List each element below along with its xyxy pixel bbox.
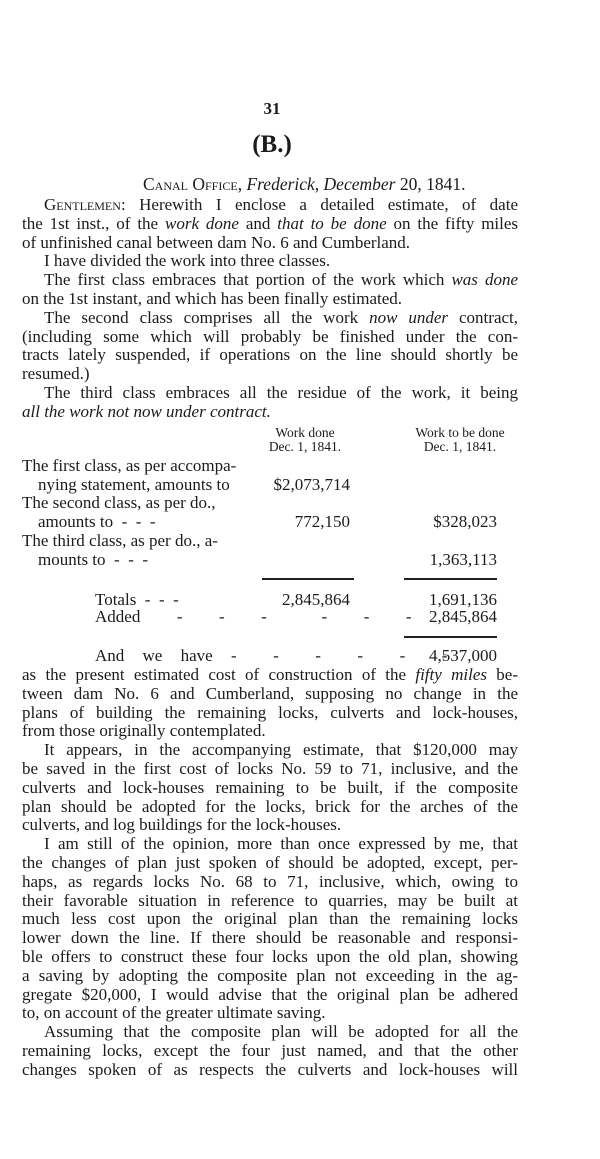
text-line <box>22 1004 518 1023</box>
row-todo-value: 1,363,113 <box>429 550 497 569</box>
dateline-month: December <box>323 174 396 194</box>
added-value: 2,845,864 <box>429 607 497 626</box>
text-run: from those originally contemplated. <box>22 721 266 741</box>
text-line <box>22 1023 518 1042</box>
row-label: The third class, as per do., a- <box>22 531 218 550</box>
text-line <box>22 967 518 986</box>
col-header-line: Dec. 1, 1841. <box>423 439 497 454</box>
text-run: to, on account of the greater ultimate saving. <box>22 1003 326 1023</box>
grand-total-value: 4,537,000 <box>429 646 497 665</box>
col-header-work-done <box>255 426 355 454</box>
text-run: It appears, in the accompanying estimate, that $120,000 may <box>44 740 518 760</box>
text-line <box>22 290 518 309</box>
text-line <box>22 1061 518 1080</box>
text-run: resumed.) <box>22 364 90 384</box>
row-label: The second class, as per do., <box>22 493 216 512</box>
row-label: mounts to - - - <box>38 550 149 569</box>
letter-opening <box>22 196 518 422</box>
text-run: I am still of the opinion, more than once expressed by me, that <box>44 834 518 854</box>
totals-done: 2,845,864 <box>282 590 350 609</box>
text-run: the 1st inst., of the <box>22 213 165 233</box>
text-run: contract, <box>448 307 519 327</box>
text-run: : Herewith I enclose a detailed estimate, of date <box>120 195 518 214</box>
text-run: The first class embraces that portion of the work which <box>44 270 452 290</box>
text-run: plans of building the remaining locks, culverts and lock-houses, <box>22 702 518 722</box>
text-run: a saving by adopting the composite plan not exceeding in the ag- <box>22 965 518 985</box>
grand-total-label: And we have - - - - - - <box>95 646 448 665</box>
text-line <box>22 196 518 215</box>
text-run: Gentlemen <box>44 195 121 214</box>
text-run: The second class comprises all the work <box>44 307 370 327</box>
text-run: plan should be adopted for the locks, brick for the arches of the <box>22 796 518 816</box>
text-run: lower down the line. If there should be reasonable and responsi- <box>22 928 518 948</box>
text-run: be saved in the first cost of locks No. 59 to 71, inclusive, and the <box>22 758 518 778</box>
italic-text: all the work not now under contract. <box>22 401 271 421</box>
text-line <box>22 816 518 835</box>
sum-rule <box>404 578 497 580</box>
text-run: of unfinished canal between dam No. 6 and Cumberland. <box>22 232 411 252</box>
row-label: nying statement, amounts to <box>38 475 230 494</box>
text-line <box>22 873 518 892</box>
text-line <box>22 234 518 253</box>
col-header-line: Work done <box>275 425 335 440</box>
text-line <box>22 328 518 347</box>
text-line <box>22 760 518 779</box>
text-run: the changes of plan just spoken of should be adopted, except, per- <box>22 852 518 872</box>
text-run: be- <box>486 665 518 684</box>
text-line <box>22 1042 518 1061</box>
text-run: much less cost upon the original plan than the remaining locks <box>22 909 518 929</box>
text-line <box>22 309 518 328</box>
text-line <box>22 910 518 929</box>
text-run: remaining locks, except the four just named, and that the other <box>22 1040 518 1060</box>
text-line <box>22 854 518 873</box>
col-header-work-to-be-done <box>400 426 520 454</box>
text-run: Assuming that the composite plan will be adopted for all the <box>44 1022 518 1042</box>
text-line <box>22 929 518 948</box>
row-label: amounts to - - - <box>38 512 156 531</box>
text-run: (including some which will probably be finished under the con- <box>22 326 518 346</box>
text-line <box>22 271 518 290</box>
section-heading: (B.) <box>252 131 292 158</box>
row-label: The first class, as per accompa- <box>22 456 237 475</box>
text-line <box>22 722 518 741</box>
text-run: and <box>238 213 278 233</box>
text-run: culverts and lock-houses remaining to be built, if the composite <box>22 777 518 797</box>
text-line <box>22 835 518 854</box>
text-run: I have divided the work into three classes. <box>44 251 331 271</box>
text-line <box>22 666 518 685</box>
row-done-value: $2,073,714 <box>273 475 350 494</box>
text-line <box>22 798 518 817</box>
text-line <box>22 252 518 271</box>
text-line <box>22 685 518 704</box>
italic-text: fifty miles <box>415 665 487 684</box>
italic-text: that to be done <box>277 213 387 233</box>
row-done-value: 772,150 <box>294 512 350 531</box>
text-line <box>22 986 518 1005</box>
text-line <box>22 948 518 967</box>
text-run: as the present estimated cost of construction of the <box>22 665 416 684</box>
dateline-day-year: 20, 1841. <box>399 174 466 194</box>
text-line <box>22 346 518 365</box>
sum-rule <box>262 578 354 580</box>
totals-label: Totals - - - <box>95 590 179 609</box>
text-line <box>22 779 518 798</box>
text-run: changes spoken of as respects the culverts and lock-houses will <box>22 1059 518 1079</box>
dateline-place: Canal Office, <box>143 174 243 194</box>
text-run: gregate $20,000, I would advise that the original plan be adhered <box>22 984 518 1004</box>
text-run: ble offers to construct these four locks upon the old plan, showing <box>22 946 518 966</box>
dateline <box>143 174 465 195</box>
italic-text: now under <box>369 307 449 327</box>
letter-body <box>22 666 518 1080</box>
added-label: Added - - - - - - <box>95 607 412 626</box>
sum-rule <box>404 636 497 638</box>
text-line <box>22 384 518 403</box>
totals-todo: 1,691,136 <box>429 590 497 609</box>
text-line <box>22 892 518 911</box>
dateline-city: Frederick, <box>246 174 320 194</box>
text-line <box>22 741 518 760</box>
text-line <box>22 403 518 422</box>
col-header-line: Dec. 1, 1841. <box>268 439 342 454</box>
text-line <box>22 365 518 384</box>
text-line <box>22 215 518 234</box>
text-run: their favorable situation in reference to quarries, may be built at <box>22 890 518 910</box>
text-run: tween dam No. 6 and Cumberland, supposing no change in the <box>22 683 518 703</box>
text-run: on the 1st instant, and which has been finally estimated. <box>22 288 403 308</box>
text-run: haps, as regards locks No. 68 to 71, inclusive, which, owing to <box>22 871 518 891</box>
text-run: on the fifty miles <box>386 213 519 233</box>
italic-text: work done <box>165 213 239 233</box>
italic-text: was done <box>451 270 518 290</box>
row-todo-value: $328,023 <box>433 512 497 531</box>
text-line <box>22 704 518 723</box>
text-run: tracts lately suspended, if operations on the line should shortly be <box>22 345 518 365</box>
col-header-line: Work to be done <box>415 425 505 440</box>
page-number: 31 <box>263 99 281 118</box>
text-run: culverts, and log buildings for the lock-houses. <box>22 815 342 835</box>
text-run: The third class embraces all the residue of the work, it being <box>44 382 518 402</box>
